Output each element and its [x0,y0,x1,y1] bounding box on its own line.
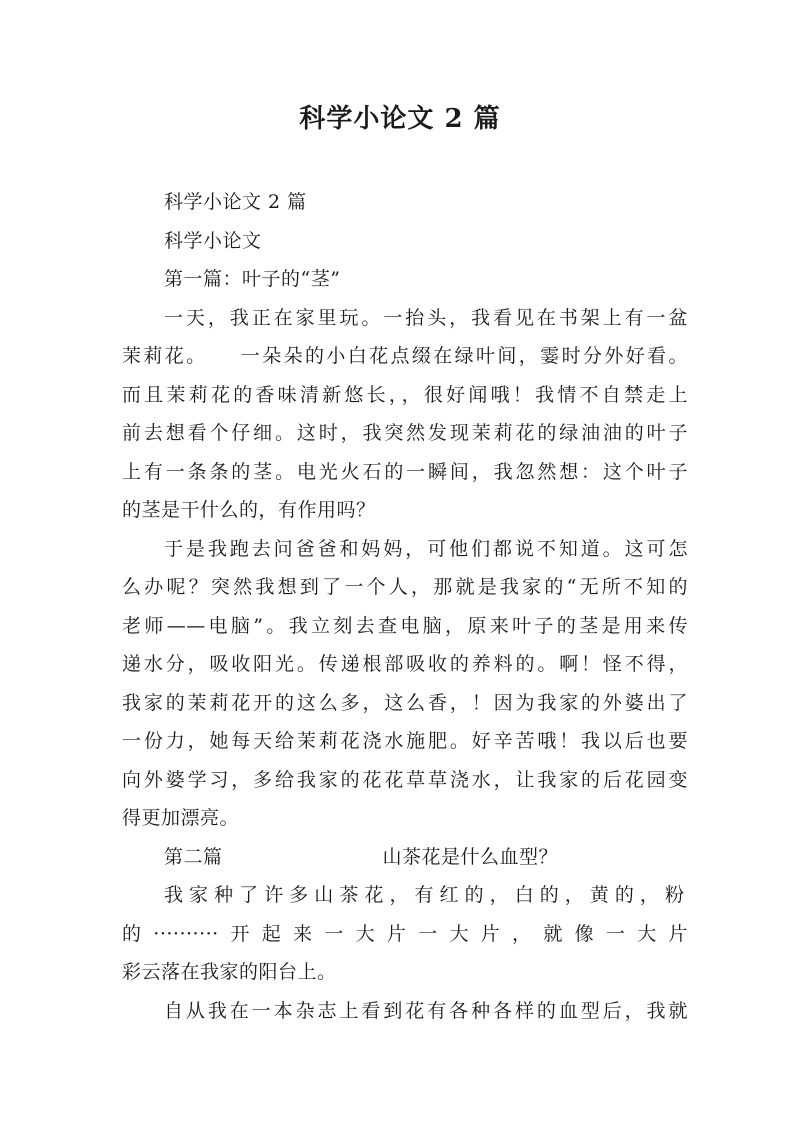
section-2-heading [122,838,688,877]
paragraph-line: 茉莉花。 一朵朵的小白花点缀在绿叶间，霎时分外好看。 [122,345,688,367]
document-body [122,183,688,1030]
paragraph-line: 而且茉莉花的香味清新悠长，，很好闻哦！我情不自禁走上 [122,383,688,406]
paragraph-line: 一份力，她每天给茉莉花浇水施肥。好辛苦哦！我以后也要 [122,730,688,752]
paragraph-line: 上有一条条的茎。电光火石的一瞬间，我忽然想：这个叶子 [122,460,688,483]
section-2-label: 第二篇 [164,845,223,868]
paragraph-line: 于是我跑去问爸爸和妈妈，可他们都说不知道。这可怎 [164,537,688,560]
paragraph-line: 么办呢？突然我想到了一个人，那就是我家的“无所不知的 [122,576,688,598]
text-line: 科学小论文 2 篇 [164,191,307,213]
paragraph-line: 的··········开起来一大片一大片，就像一大片 [122,922,688,945]
text-line: 科学小论文 [164,229,262,252]
document-title: 科学小论文 2 篇 [299,104,501,134]
paragraph-line: 的茎是干什么的，有作用吗？ [122,499,376,521]
paragraph-line: 我家种了许多山茶花，有红的，白的，黄的，粉 [164,884,688,906]
section-heading: 第一篇：叶子的“茎” [164,268,341,290]
paragraph-line: 前去想看个仔细。这时，我突然发现茉莉花的绿油油的叶子 [122,422,688,444]
paragraph-line: 自从我在一本杂志上看到花有各种各样的血型后，我就 [164,999,688,1022]
paragraph-line: 向外婆学习，多给我家的花花草草浇水，让我家的后花园变 [122,768,688,791]
section-2-title: 山茶花是什么血型？ [382,845,559,868]
paragraph-line: 彩云落在我家的阳台上。 [122,961,337,983]
paragraph-line: 我家的茉莉花开的这么多，这么香，！因为我家的外婆出了 [122,691,688,714]
paragraph-line: 得更加漂亮。 [122,807,240,829]
paragraph-line: 一天，我正在家里玩。一抬头，我看见在书架上有一盆 [164,306,688,329]
paragraph-line: 老师——电脑”。我立刻去查电脑，原来叶子的茎是用来传 [122,614,688,637]
paragraph-line: 递水分，吸收阳光。传递根部吸收的养料的。啊！怪不得， [122,653,688,675]
